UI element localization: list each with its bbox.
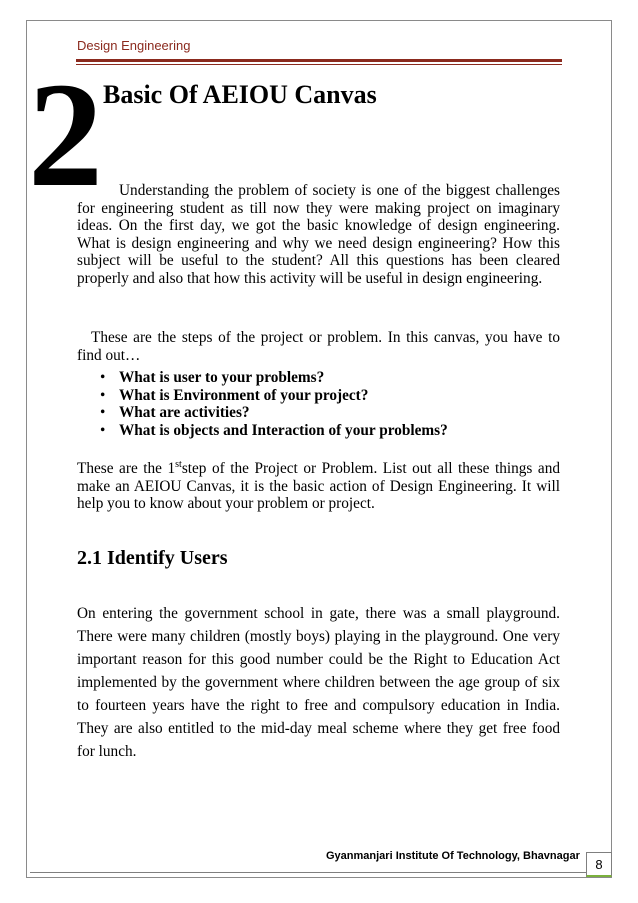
section-paragraph: On entering the government school in gate, there was a small playground. There were many children (mostly boys) playing in the playground. One very important reason for this good number could be the Right to Education Act implemented by the government where children between the age group of six to fourteen years have the right to free and compulsory education in India. They are also entitled to the mid-day meal scheme where they get free food for lunch.: [77, 605, 560, 760]
first-step-text-end: step of the Project or Problem. List out all these things and make an AEIOU Canvas, it is the basic action of Design Engineering. It will help you to know about your problem or project.: [77, 460, 561, 512]
intro-paragraph: Understanding the problem of society is one of the biggest challenges for engineering student as till now they were making project on imaginary ideas. On the first day, we got the basic knowledge of design engineering. What is design engineering and why we need design engineering? How this subject will be useful to the student? All this questions has been cleared properly and also that how this activity will be useful in design engineering.: [77, 182, 560, 287]
running-header: Design Engineering: [77, 38, 191, 53]
question-list: [77, 369, 560, 439]
first-step-paragraph: [77, 460, 560, 513]
list-item: • What is Environment of your project?: [77, 387, 560, 405]
chapter-title: Basic Of AEIOU Canvas: [103, 80, 377, 109]
ordinal-superscript: st: [175, 458, 182, 470]
page-number: 8: [586, 852, 612, 877]
header-rule-thin: [76, 64, 562, 65]
steps-paragraph: These are the steps of the project or problem. In this canvas, you have to find out…: [77, 329, 560, 364]
chapter-number: 2: [28, 52, 103, 218]
list-item: • What is objects and Interaction of your problems?: [77, 422, 560, 440]
list-item: • What are activities?: [77, 404, 560, 422]
first-step-text-start: These are the 1: [77, 460, 176, 477]
header-rule: [76, 59, 562, 62]
footer-rule: [30, 872, 612, 873]
list-item: • What is user to your problems?: [77, 369, 560, 387]
section-heading: 2.1 Identify Users: [77, 547, 228, 569]
footer-institute: Gyanmanjari Institute Of Technology, Bhavnagar: [326, 850, 580, 862]
